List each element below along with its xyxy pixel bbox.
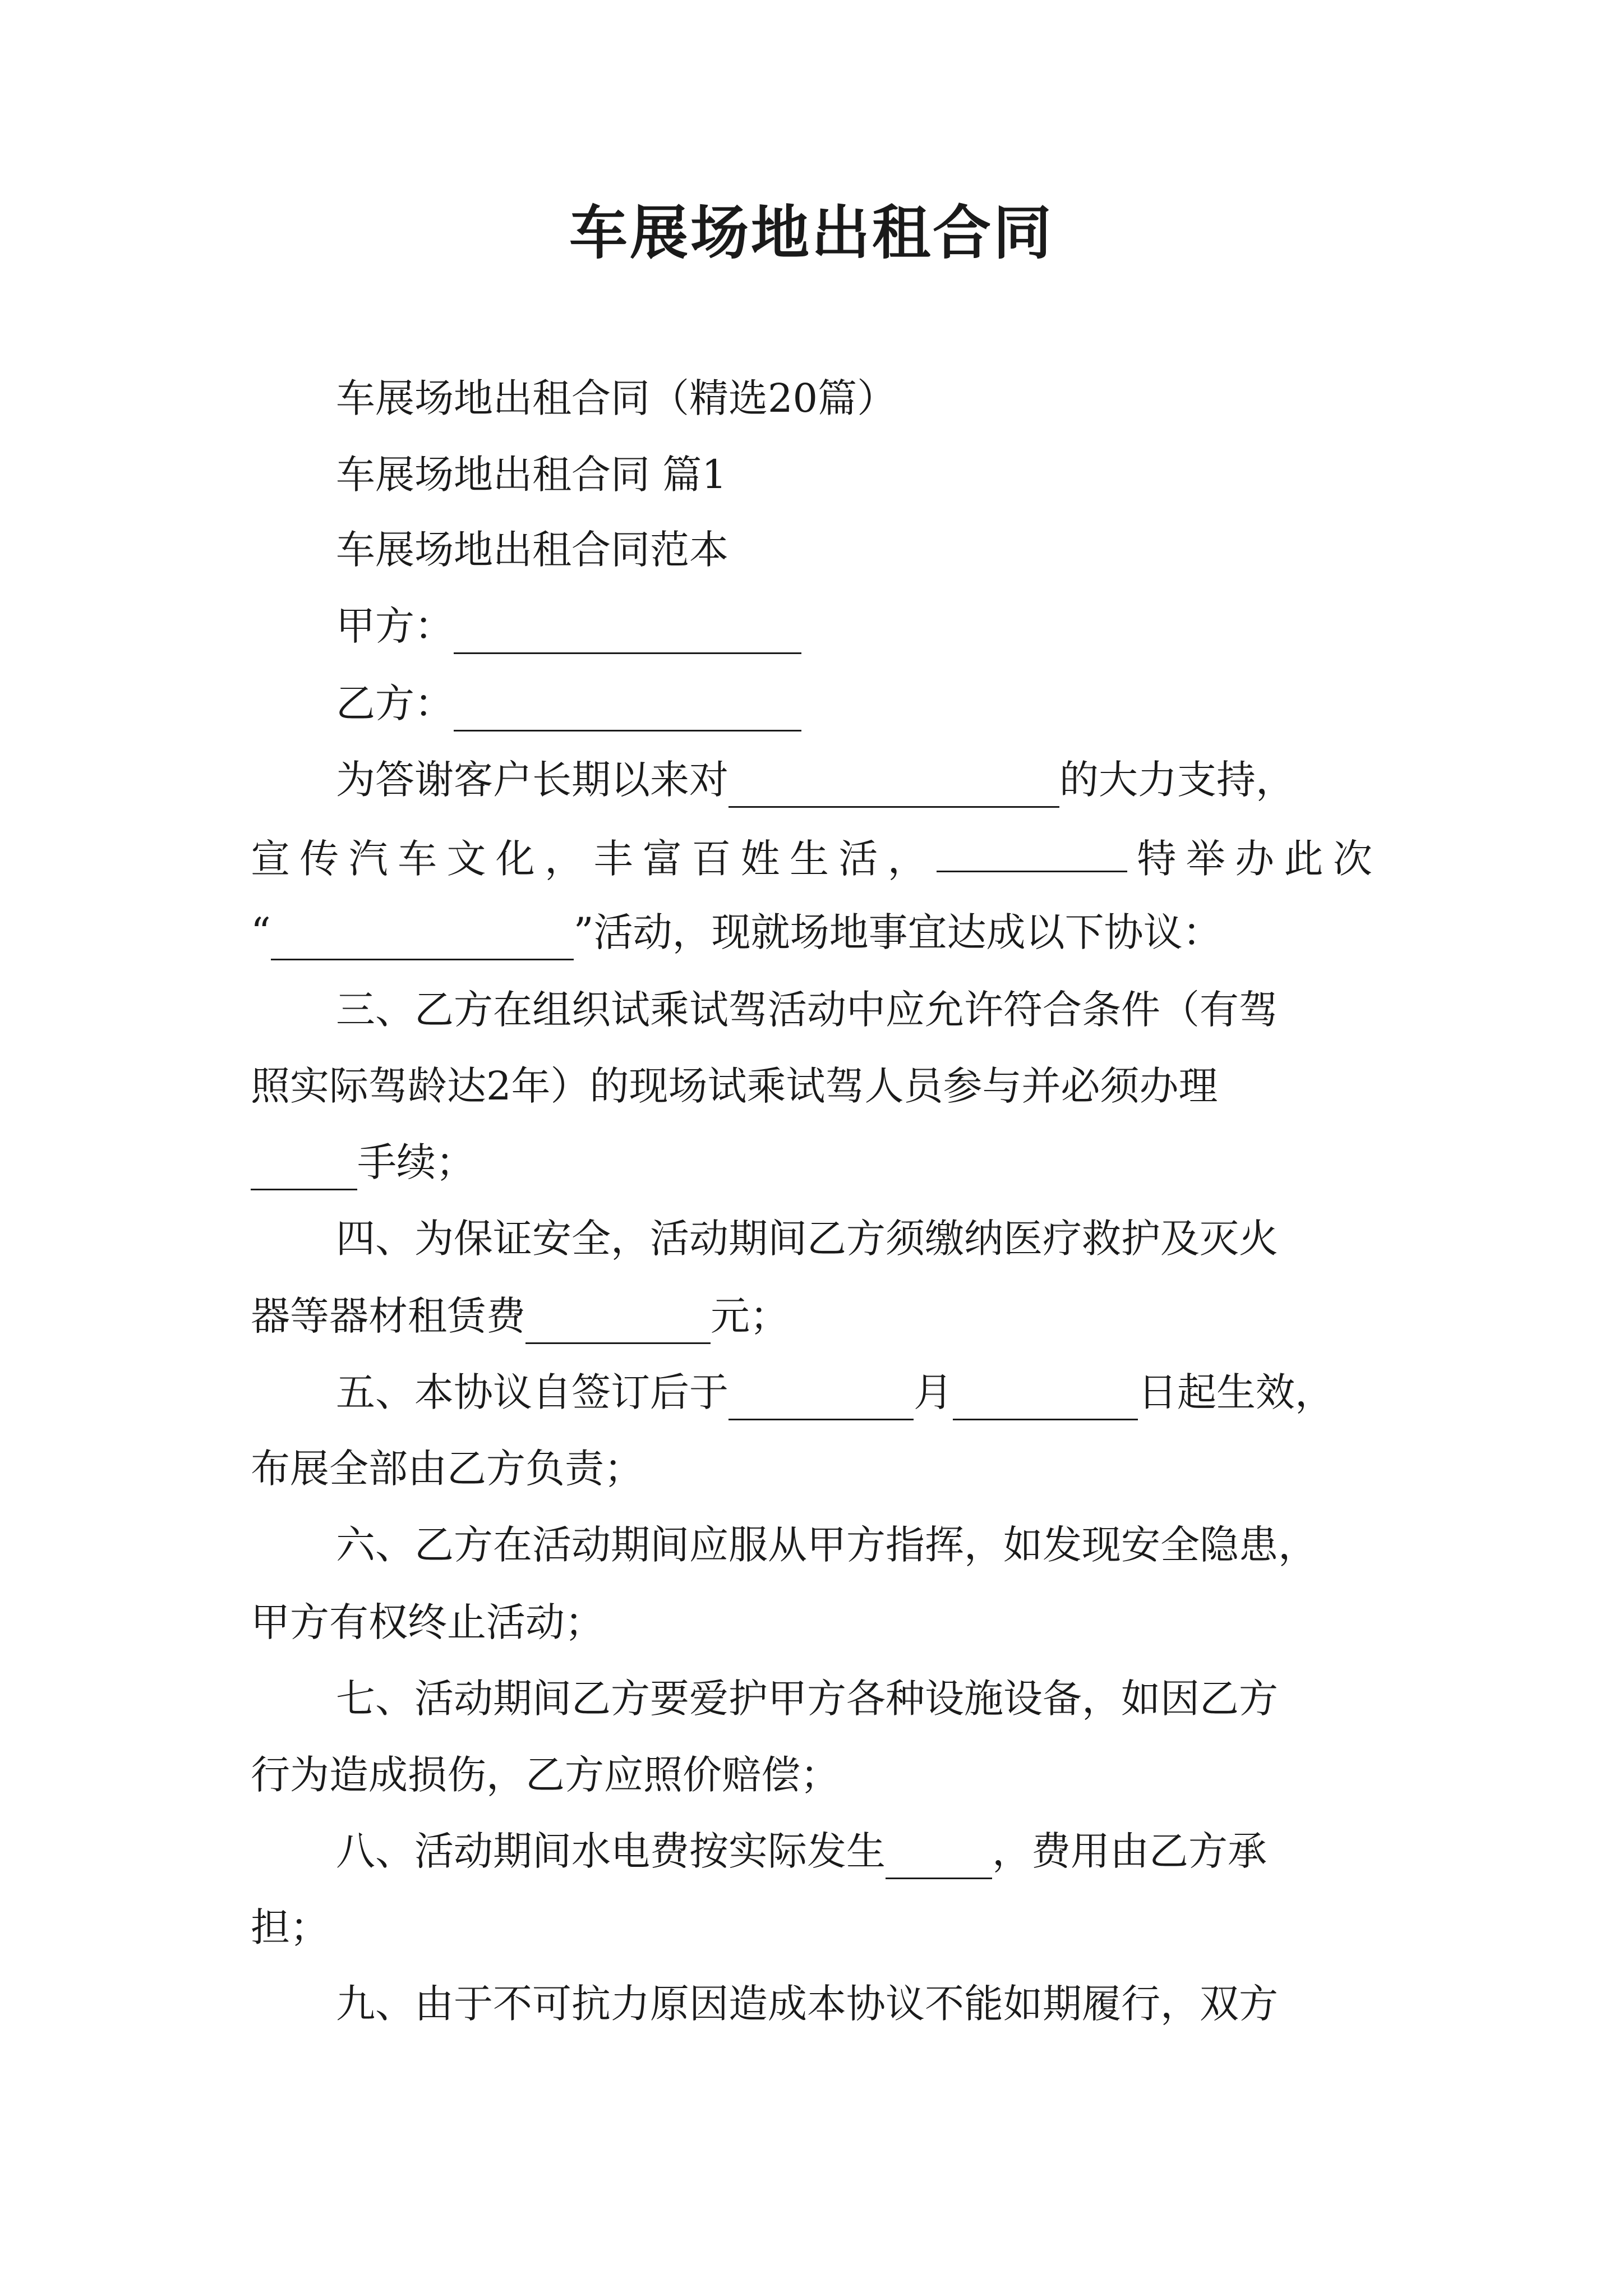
- text-run: 手续；: [357, 1139, 475, 1185]
- text-run: 乙方：: [336, 680, 454, 726]
- fill-in-blank: [728, 763, 1059, 808]
- text-run: 的大力支持，: [1059, 757, 1295, 803]
- clause-5-line-2: 布展全部由乙方负责；: [251, 1446, 643, 1492]
- text-run: 传: [299, 836, 339, 882]
- clause-4-line-1: 四、为保证安全，活动期间乙方须缴纳医疗救护及灭火: [336, 1216, 1278, 1262]
- clause-5-line-1: [251, 1364, 1372, 1420]
- intro-line-3: [251, 904, 1372, 960]
- clause-3-line-3: [251, 1134, 1372, 1190]
- text-run: 甲方：: [336, 603, 454, 649]
- text-run: 月: [914, 1369, 953, 1415]
- fill-in-blank: [937, 828, 1127, 872]
- text-run: ，费用由乙方承: [992, 1828, 1267, 1874]
- fill-in-blank: [251, 1146, 357, 1190]
- fill-in-blank: [454, 610, 801, 654]
- text-run: 次: [1332, 836, 1372, 882]
- text-run: ，: [887, 836, 927, 882]
- clause-8-line-2: 担；: [251, 1904, 329, 1950]
- text-run: 为答谢客户长期以来对: [336, 757, 728, 803]
- party-a-line: [251, 598, 1372, 654]
- subtitle-selected: 车展场地出租合同（精选20篇）: [336, 375, 897, 421]
- text-run: 元；: [711, 1293, 789, 1339]
- clause-4-line-2: [251, 1288, 1372, 1344]
- clause-7-line-1: 七、活动期间乙方要爱护甲方各种设施设备，如因乙方: [336, 1676, 1278, 1722]
- clause-9-line-1: 九、由于不可抗力原因造成本协议不能如期履行，双方: [336, 1981, 1278, 2027]
- text-run: 活: [838, 836, 878, 882]
- text-run: 此: [1284, 836, 1324, 882]
- clause-3-line-1: 三、乙方在组织试乘试驾活动中应允许符合条件（有驾: [336, 987, 1278, 1033]
- text-run: 特: [1137, 836, 1177, 882]
- clause-3-line-2: 照实际驾龄达2年）的现场试乘试驾人员参与并必须办理: [251, 1063, 1218, 1109]
- fill-in-blank: [886, 1835, 992, 1879]
- text-run: 丰: [593, 836, 633, 882]
- text-run: 汽: [348, 836, 388, 882]
- text-run: 办: [1235, 836, 1275, 882]
- text-run: 文: [446, 836, 486, 882]
- intro-line-2: [251, 828, 1372, 887]
- text-run: 举: [1186, 836, 1225, 882]
- text-run: 日起生效，: [1138, 1369, 1334, 1415]
- text-run: 宣: [251, 836, 290, 882]
- text-run: ，: [545, 836, 584, 882]
- fill-in-blank: [525, 1300, 711, 1344]
- text-run: 车: [398, 836, 437, 882]
- clause-6-line-1: 六、乙方在活动期间应服从甲方指挥，如发现安全隐患，: [336, 1522, 1317, 1568]
- fill-in-blank: [728, 1376, 914, 1420]
- document-title: 车展场地出租合同: [569, 198, 1054, 267]
- template-heading: 车展场地出租合同范本: [336, 527, 728, 573]
- text-run: ”活动，现就场地事宜达成以下协议：: [573, 909, 1222, 955]
- text-run: “: [251, 909, 271, 955]
- text-run: 八、活动期间水电费按实际发生: [336, 1828, 886, 1874]
- text-run: 五、本协议自签订后于: [336, 1369, 728, 1415]
- text-run: 富: [642, 836, 682, 882]
- fill-in-blank: [454, 687, 801, 731]
- text-run: 化: [495, 836, 535, 882]
- clause-7-line-2: 行为造成损伤，乙方应照价赔偿；: [251, 1752, 840, 1798]
- clause-8-line-1: [251, 1823, 1372, 1879]
- section-heading-1: 车展场地出租合同 篇1: [336, 452, 727, 498]
- text-run: 生: [789, 836, 829, 882]
- party-b-line: [251, 675, 1372, 731]
- fill-in-blank: [953, 1376, 1138, 1420]
- text-run: 器等器材租赁费: [251, 1293, 525, 1339]
- clause-6-line-2: 甲方有权终止活动；: [251, 1599, 604, 1645]
- text-run: 姓: [740, 836, 780, 882]
- fill-in-blank: [271, 916, 574, 960]
- intro-line-1: [251, 752, 1372, 808]
- text-run: 百: [691, 836, 731, 882]
